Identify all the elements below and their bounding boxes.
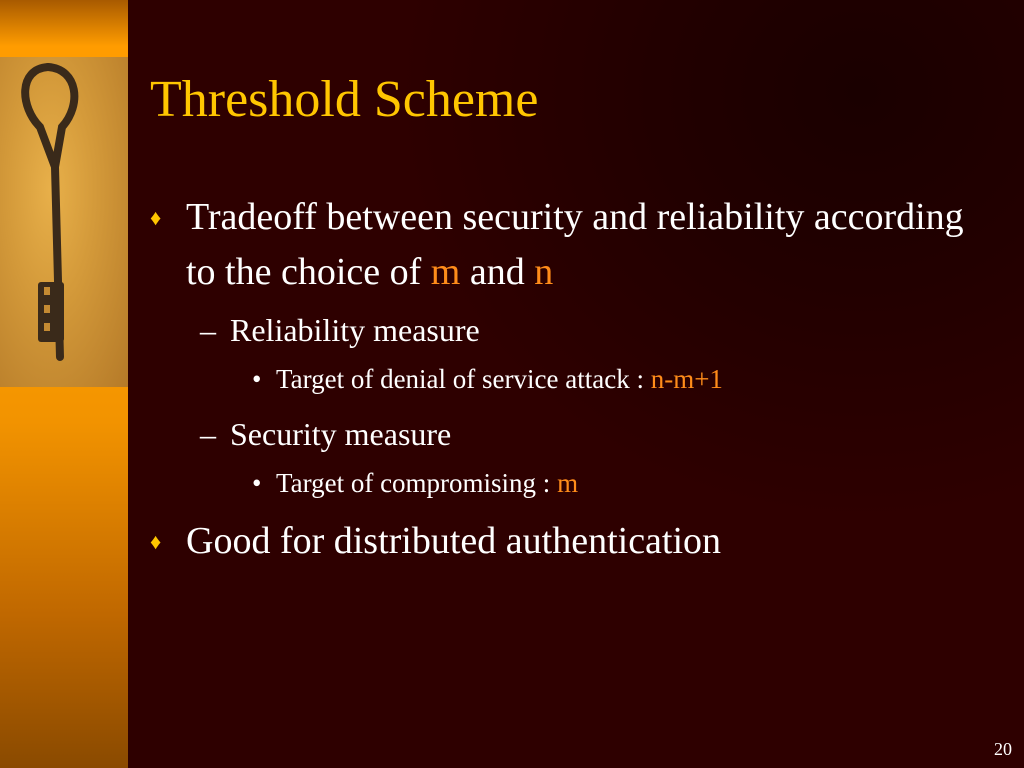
dash-bullet-icon: – xyxy=(200,416,216,452)
security-target-value: m xyxy=(557,468,579,498)
slide-title: Threshold Scheme xyxy=(150,71,539,128)
tradeoff-m: m xyxy=(430,251,461,293)
bullet-good-for xyxy=(150,514,1000,569)
sub-bullet-reliability xyxy=(150,306,1000,354)
bullet-tradeoff xyxy=(150,190,1000,300)
security-label: Security measure xyxy=(230,416,452,452)
key-image xyxy=(0,57,128,387)
page-number: 20 xyxy=(994,739,1012,759)
tradeoff-and: and xyxy=(469,251,525,293)
tradeoff-n: n xyxy=(534,251,554,293)
good-for-text: Good for distributed authentication xyxy=(186,520,722,562)
dot-bullet-icon: • xyxy=(252,364,262,394)
reliability-target-value: n-m+1 xyxy=(650,364,723,394)
dash-bullet-icon: – xyxy=(200,312,216,348)
tradeoff-text: Tradeoff between security and reliability according to the choice of xyxy=(186,196,964,293)
sub-sub-bullet-security-target xyxy=(150,462,1000,504)
reliability-target-label: Target of denial of service attack : xyxy=(276,364,644,394)
slide-content xyxy=(150,190,1000,575)
diamond-bullet-icon: ♦ xyxy=(150,529,162,554)
reliability-label: Reliability measure xyxy=(230,312,480,348)
sub-bullet-security xyxy=(150,410,1000,458)
sub-sub-bullet-reliability-target xyxy=(150,358,1000,400)
dot-bullet-icon: • xyxy=(252,468,262,498)
diamond-bullet-icon: ♦ xyxy=(150,205,162,230)
security-target-label: Target of compromising : xyxy=(276,468,551,498)
